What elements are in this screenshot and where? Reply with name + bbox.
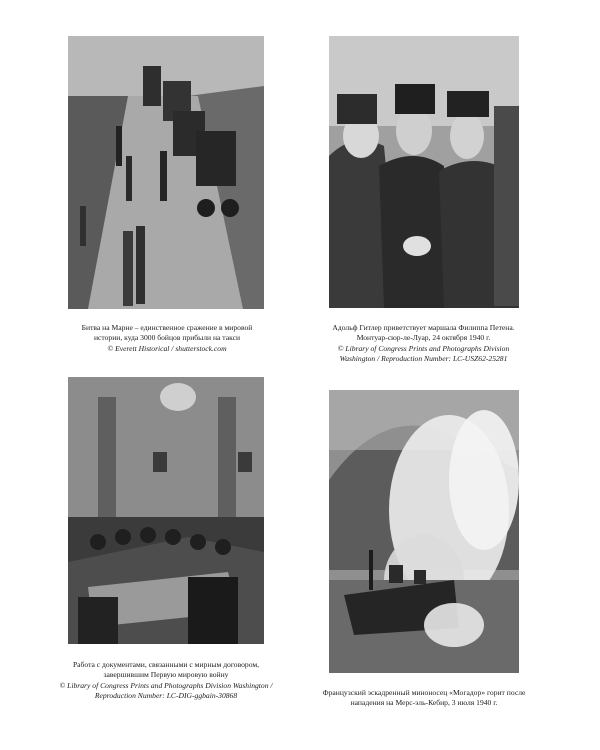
caption-text: Битва на Марне – единственное сражение в мировой истории, куда 3000 бойцов прибыли на такси xyxy=(81,323,253,343)
figure-caption xyxy=(70,323,264,354)
caption-text: Французский эскадренный миноносец «Могадор» горит после нападения на Мерс-эль-Кебир, 3 июля 1940 г. xyxy=(322,688,526,708)
photo-credit: © Everett Historical / shutterstock.com xyxy=(107,343,227,353)
photo-mogador-burning xyxy=(329,390,519,673)
photo-taxis-image xyxy=(68,36,264,309)
photo-handshake-image xyxy=(329,36,519,308)
photo-credit: © Library of Congress Prints and Photographs Division Washington / Reproduction Number: LC-DIG-ggbain-30868 xyxy=(59,680,273,701)
figure-caption xyxy=(58,660,274,702)
photo-credit: © Library of Congress Prints and Photographs Division Washington / Reproduction Number: LC-USZ62-25281 xyxy=(337,343,510,364)
figure-caption xyxy=(321,323,526,365)
photo-mogador-image xyxy=(329,390,519,673)
caption-text: Работа с документами, связанными с мирным договором, завершившим Первую мировую войну xyxy=(72,660,260,680)
photo-treaty-room xyxy=(68,377,264,644)
caption-text: Адольф Гитлер приветствует маршала Филиппа Петена. Монтуар-сюр-ле-Луар, 24 октября 1940 г. xyxy=(332,323,515,343)
photo-treaty-room-image xyxy=(68,377,264,644)
figure-caption xyxy=(322,688,526,709)
photo-handshake xyxy=(329,36,519,308)
photo-taxis-marne xyxy=(68,36,264,309)
